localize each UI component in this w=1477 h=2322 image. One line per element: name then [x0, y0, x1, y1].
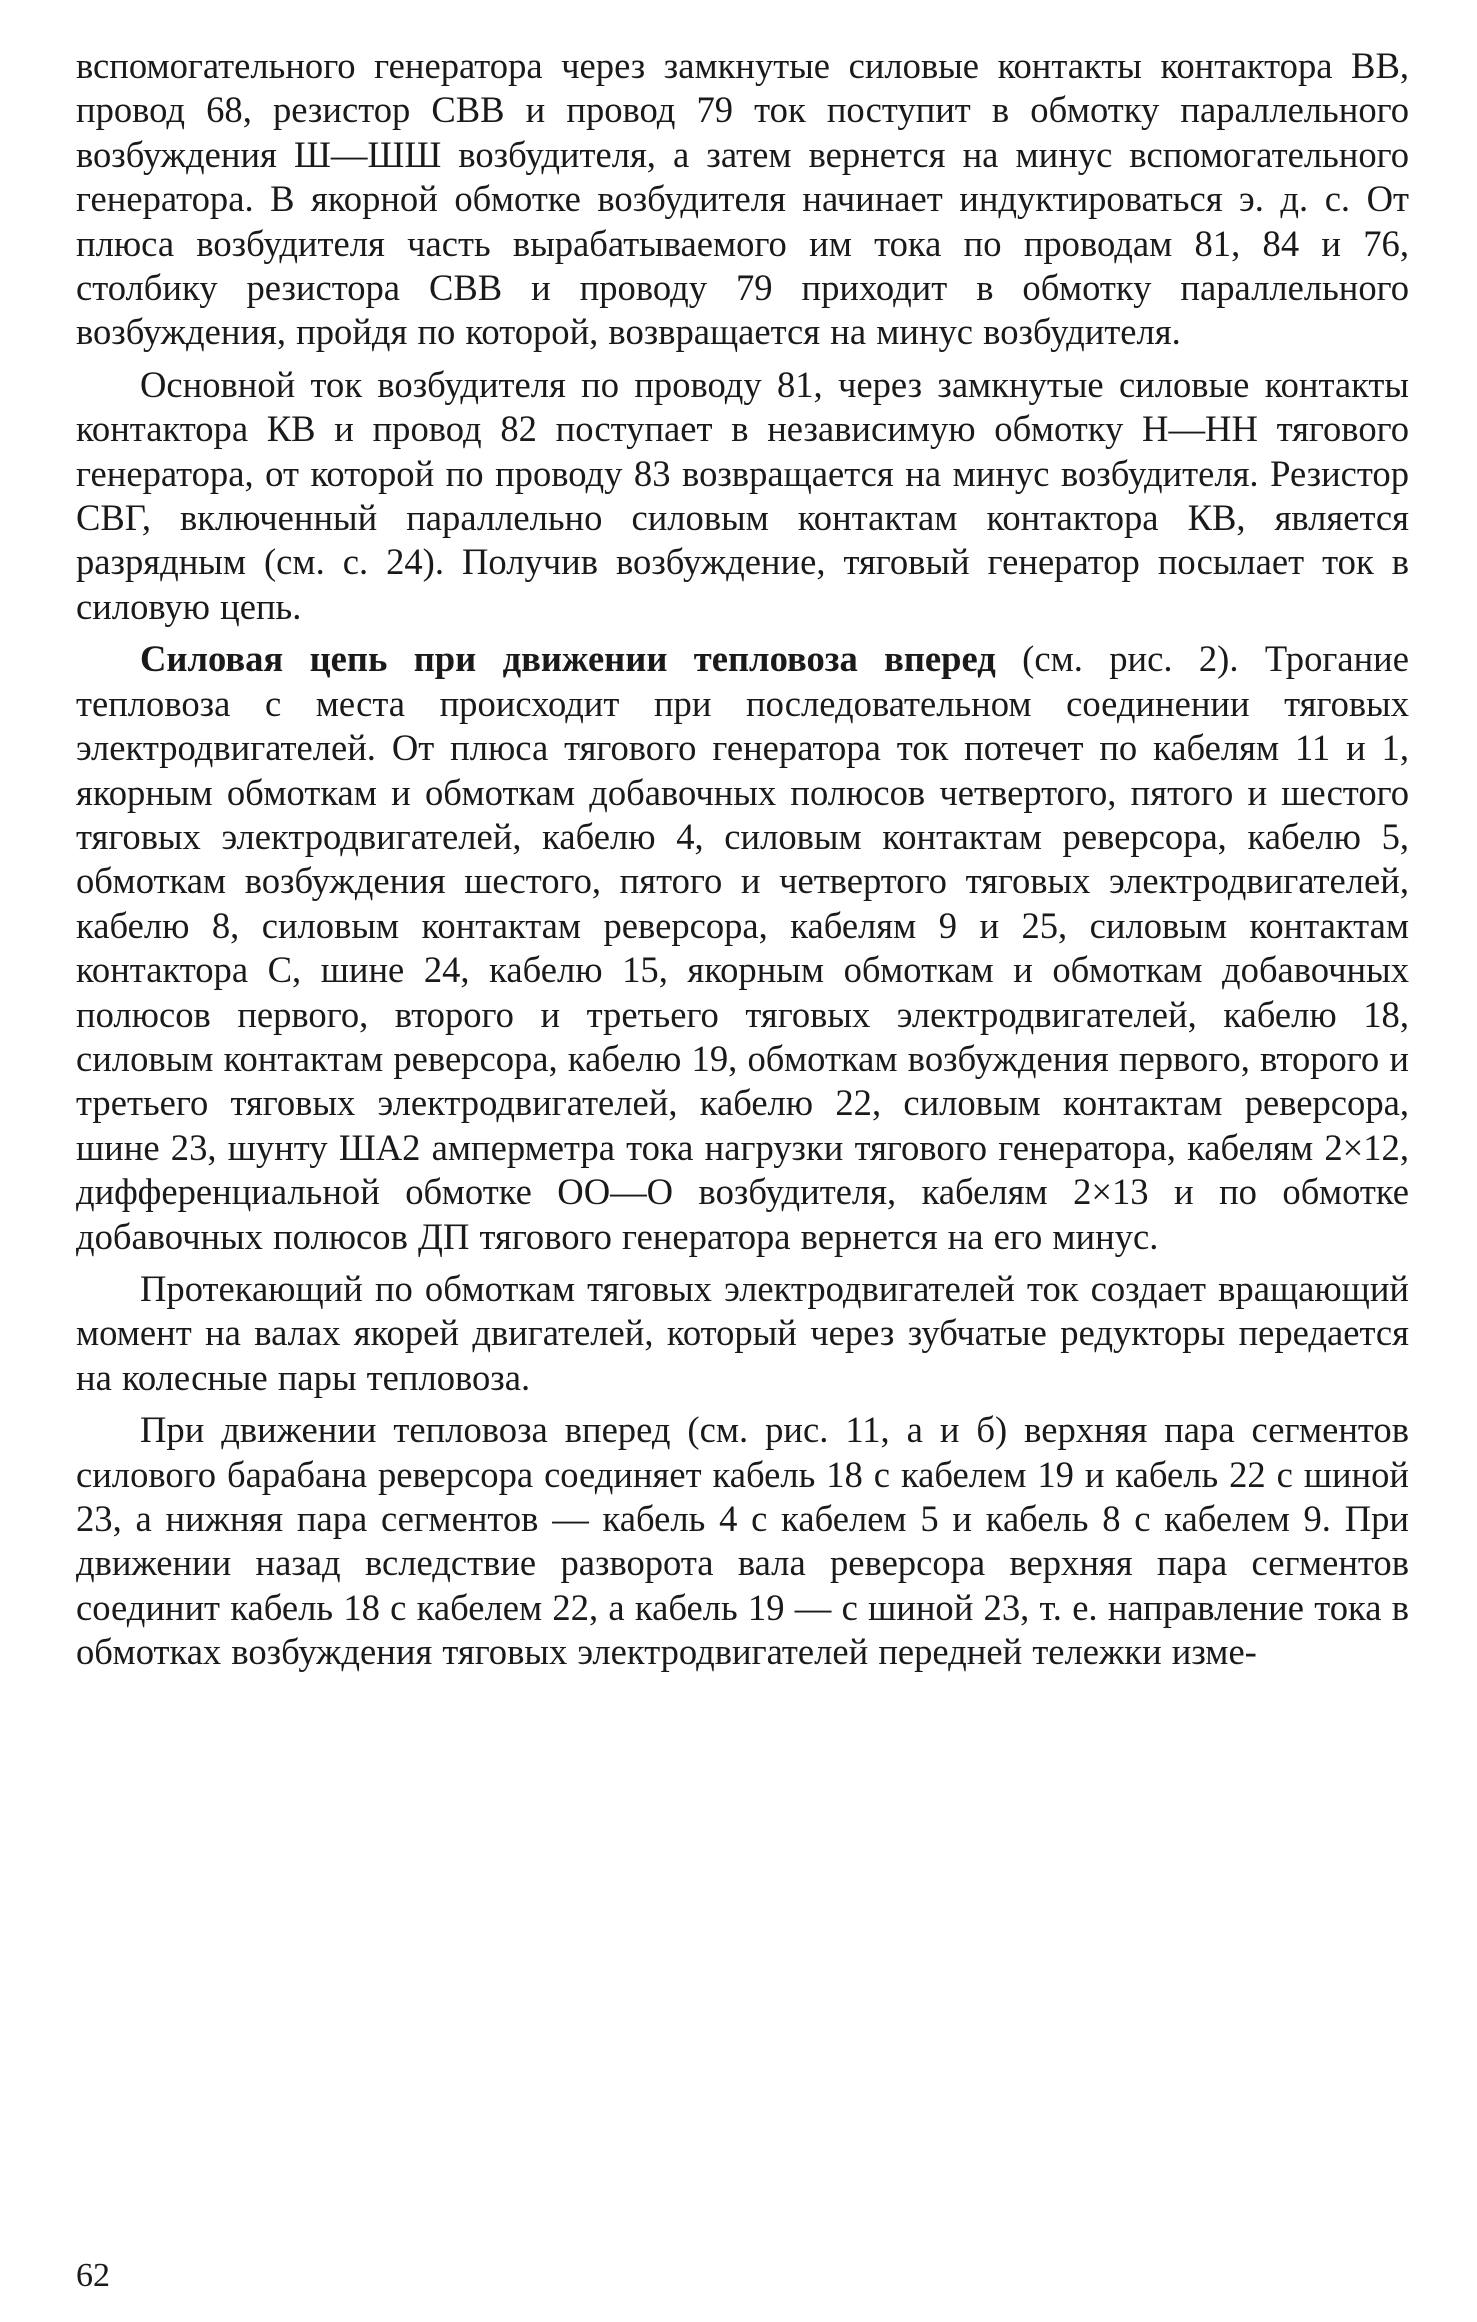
paragraph-2-text: Основной ток возбудителя по проводу 81, через замкнутые силовые контакты контактора КВ и провод 82 поступает в независимую обмотку Н—НН тягового генератора, от которой по проводу 83 возвращается на минус возбудителя. Резистор СВГ, включенный параллельно силовым контактам контактора КВ, является разрядным (см. с. 24). Получив возбуждение, тяговый генератор посылает ток в силовую цепь. [76, 363, 1409, 627]
paragraph-1 [76, 44, 1409, 355]
section-heading: Силовая цепь при движении тепловоза вперед [140, 638, 996, 680]
paragraph-3 [76, 637, 1409, 1259]
paragraph-4 [76, 1267, 1409, 1400]
paragraph-5-text: При движении тепловоза вперед (см. рис. 11, а и б) верхняя пара сегментов силового барабана реверсора соединяет кабель 18 с кабелем 19 и кабель 22 с шиной 23, а нижняя пара сегментов — кабель 4 с кабелем 5 и кабель 8 с кабелем 9. При движении назад вследствие разворота вала реверсора верхняя пара сегментов соединит кабель 18 с кабелем 22, а кабель 19 — с шиной 23, т. е. направление тока в обмотках возбуждения тяговых электродвигателей передней тележки изме- [76, 1409, 1409, 1673]
paragraph-5 [76, 1408, 1409, 1674]
paragraph-4-text: Протекающий по обмоткам тяговых электродвигателей ток создает вращающий момент на валах якорей двигателей, который через зубчатые редукторы передается на колесные пары тепловоза. [76, 1267, 1409, 1398]
paragraph-3-text: (см. рис. 2). Трогание тепловоза с места происходит при последовательном соединении тяговых электродвигателей. От плюса тягового генератора ток потечет по кабелям 11 и 1, якорным обмоткам и обмоткам добавочных полюсов четвертого, пятого и шестого тяговых электродвигателей, кабелю 4, силовым контактам реверсора, кабелю 5, обмоткам возбуждения шестого, пятого и четвертого тяговых электродвигателей, кабелю 8, силовым контактам реверсора, кабелям 9 и 25, силовым контактам контактора С, шине 24, кабелю 15, якорным обмоткам и обмоткам добавочных полюсов первого, второго и третьего тяговых электродвигателей, кабелю 18, силовым контактам реверсора, кабелю 19, обмоткам возбуждения первого, второго и третьего тяговых электродвигателей, кабелю 22, силовым контактам реверсора, шине 23, шунту ША2 амперметра тока нагрузки тягового генератора, кабелям 2×12, дифференциальной обмотке ОО—О возбудителя, кабелям 2×13 и по обмотке добавочных полюсов ДП тягового генератора вернется на его минус. [76, 638, 1409, 1257]
document-page [76, 44, 1409, 2294]
paragraph-1-text: вспомогательного генератора через замкнутые силовые контакты контактора ВВ, провод 68, резистор СВВ и провод 79 ток поступит в обмотку параллельного возбуждения Ш—ШШ возбудителя, а затем вернется на минус вспомогательного генератора. В якорной обмотке возбудителя начинает индуктироваться э. д. с. От плюса возбудителя часть вырабатываемого им тока по проводам 81, 84 и 76, столбику резистора СВВ и проводу 79 приходит в обмотку параллельного возбуждения, пройдя по которой, возвращается на минус возбудителя. [76, 45, 1409, 353]
page-number: 62 [76, 2257, 110, 2294]
paragraph-2 [76, 363, 1409, 629]
